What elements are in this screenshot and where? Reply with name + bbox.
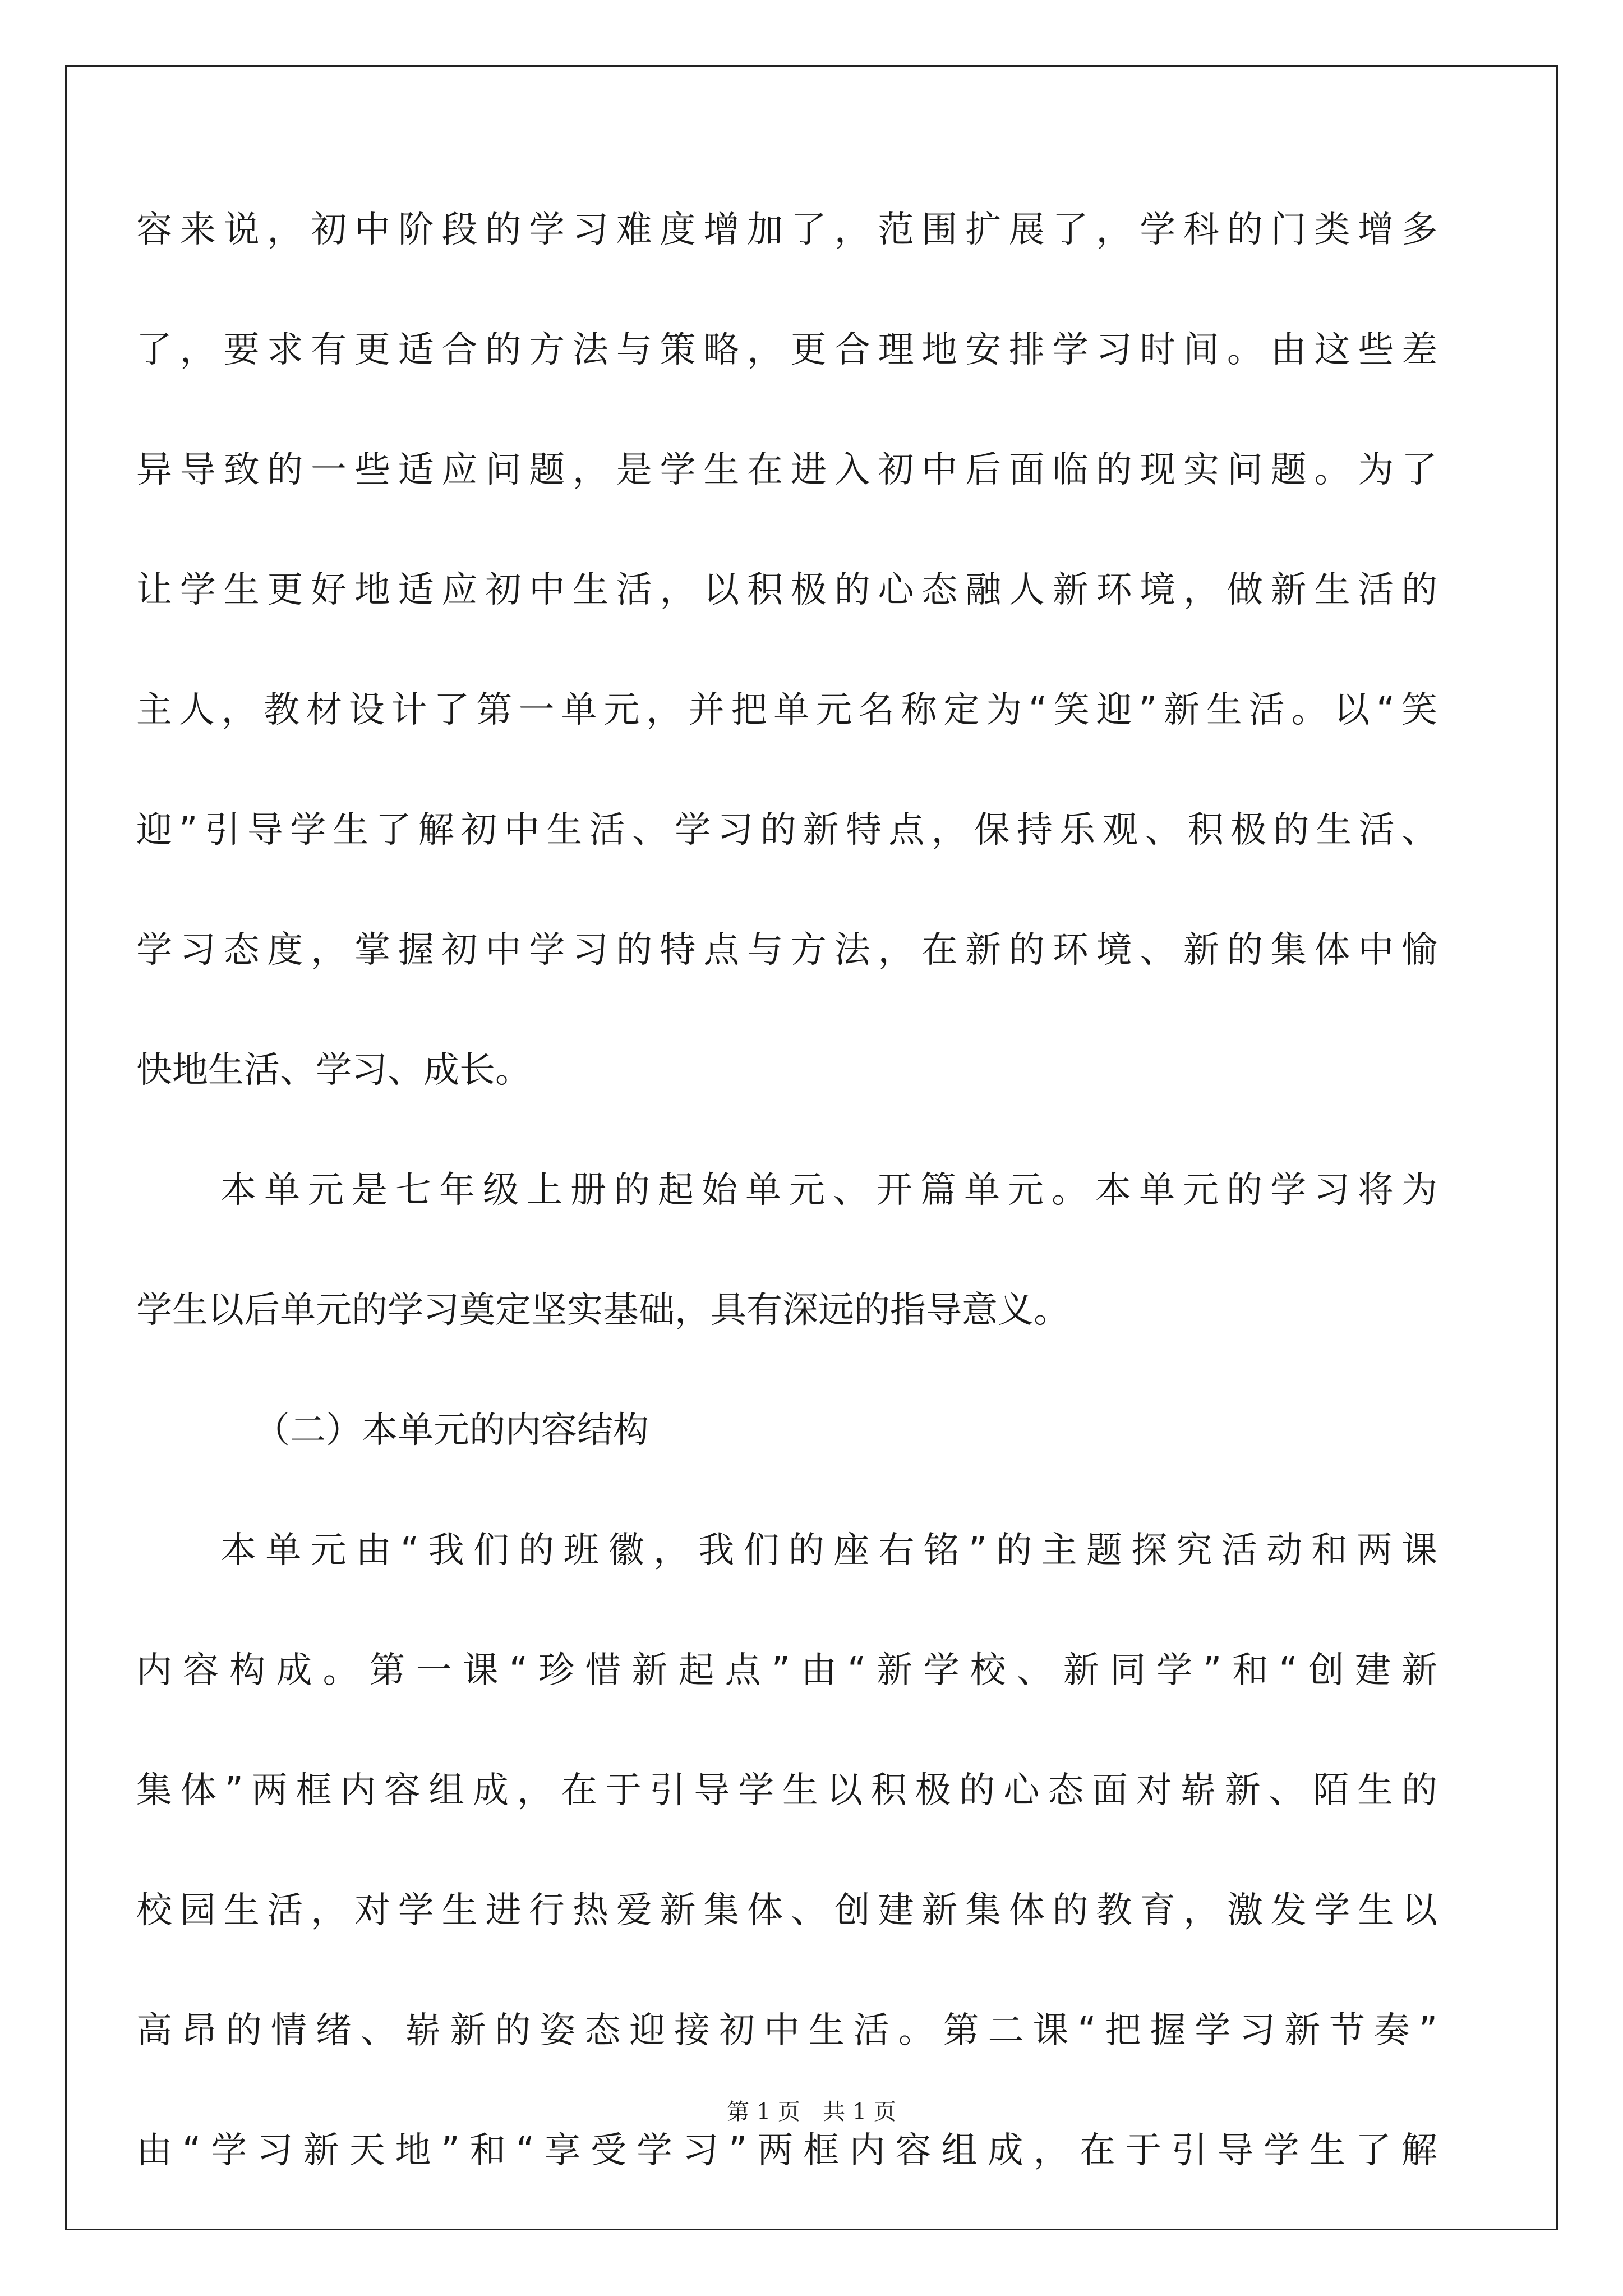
text-line: 校园生活，对学生进行热爱新集体、创建新集体的教育，激发学生以 — [136, 1890, 1437, 1931]
text-line: 了，要求有更适合的方法与策略，更合理地安排学习时间。由这些差 — [136, 329, 1437, 371]
text-line: 学习态度，掌握初中学习的特点与方法，在新的环境、新的集体中愉 — [136, 930, 1437, 971]
text-line: 容来说，初中阶段的学习难度增加了，范围扩展了，学科的门类增多 — [136, 209, 1437, 251]
text-line: 异导致的一些适应问题，是学生在进入初中后面临的现实问题。为了 — [136, 449, 1437, 491]
page-footer: 第 1 页 共 1 页 — [727, 2099, 896, 2125]
text-line: 快地生活、学习、成长。 — [136, 1050, 531, 1091]
text-line: 高昂的情绪、崭新的姿态迎接初中生活。第二课“把握学习新节奏” — [136, 2010, 1437, 2051]
section-heading: （二）本单元的内容结构 — [254, 1410, 649, 1451]
text-line: 集体”两框内容组成，在于引导学生以积极的心态面对崭新、陌生的 — [136, 1770, 1437, 1811]
text-line: 迎”引导学生了解初中生活、学习的新特点，保持乐观、积极的生活、 — [136, 809, 1437, 851]
text-line: 内容构成。第一课“珍惜新起点”由“新学校、新同学”和“创建新 — [136, 1650, 1437, 1691]
text-line: 由“学习新天地”和“享受学习”两框内容组成，在于引导学生了解 — [136, 2130, 1437, 2171]
text-line: 让学生更好地适应初中生活，以积极的心态融人新环境，做新生活的 — [136, 569, 1437, 611]
text-line: 学生以后单元的学习奠定坚实基础，具有深远的指导意义。 — [136, 1290, 1069, 1331]
text-line: 主人，教材设计了第一单元，并把单元名称定为“笑迎”新生活。以“笑 — [136, 689, 1437, 731]
paragraph-first-line: 本单元是七年级上册的起始单元、开篇单元。本单元的学习将为 — [220, 1170, 1437, 1211]
paragraph-first-line: 本单元由“我们的班徽，我们的座右铭”的主题探究活动和两课 — [220, 1530, 1437, 1571]
